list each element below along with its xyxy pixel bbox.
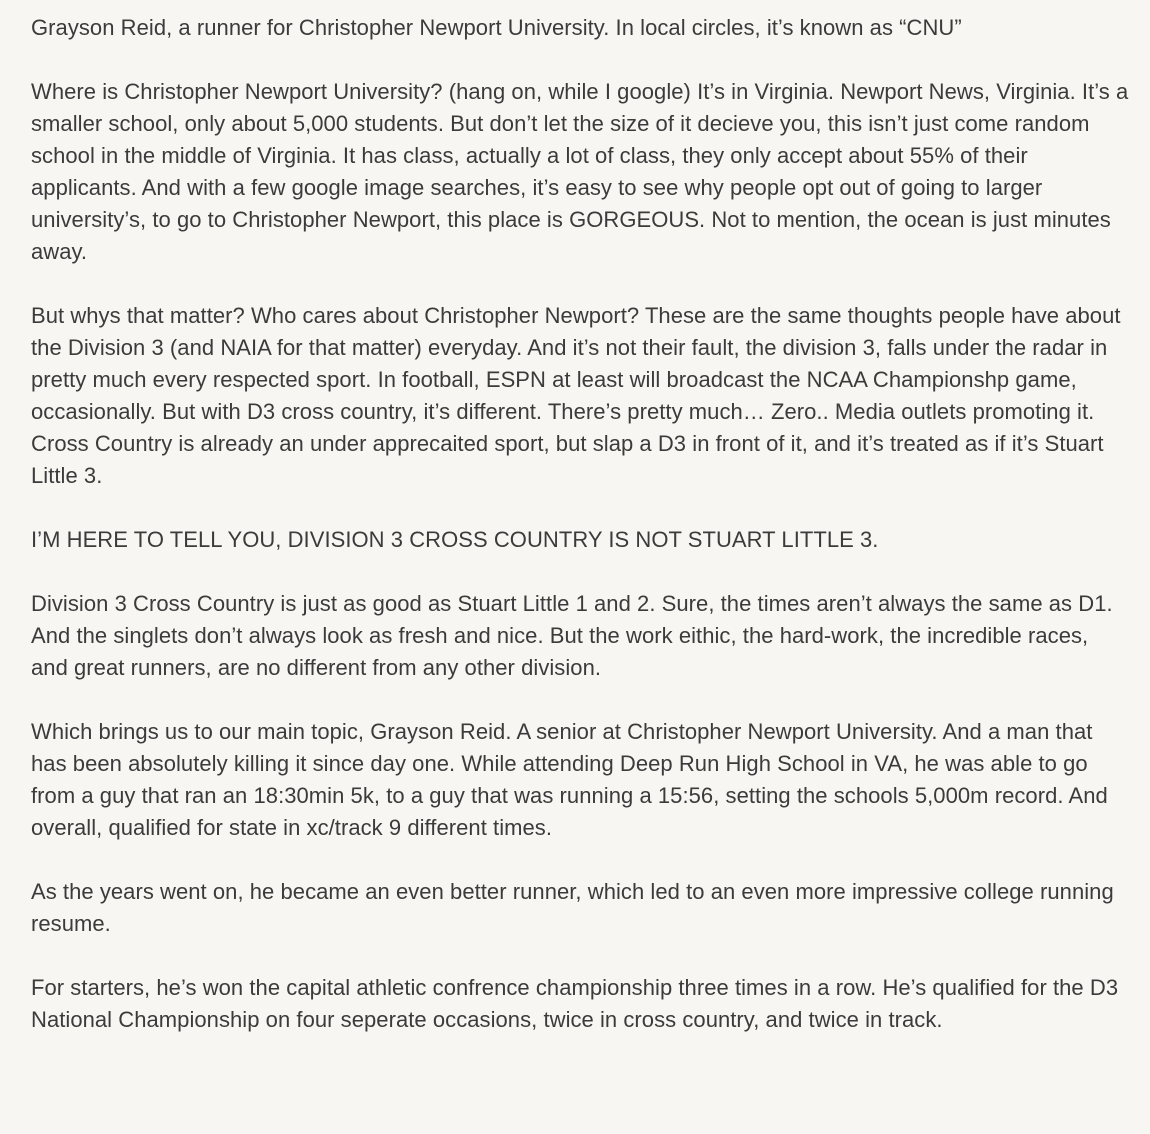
- paragraph-grayson-background: Which brings us to our main topic, Grayson Reid. A senior at Christopher Newport University. And a man that has been absolutely killing it since day one. While attending Deep Run High School in VA, he was able to go from a guy that ran an 18:30min 5k, to a guy that was running a 15:56, setting the schools 5,000m record. And overall, qualified for state in xc/track 9 different times.: [31, 719, 1108, 840]
- paragraph-university-location: Where is Christopher Newport University? (hang on, while I google) It’s in Virginia. Newport News, Virginia. It’s a smaller school, only about 5,000 students. But don’t let the size of it decieve you, this isn’t just come random school in the middle of Virginia. It has class, actually a lot of class, they only accept about 55% of their applicants. And with a few google image searches, it’s easy to see why people opt out of going to larger university’s, to go to Christopher Newport, this place is GORGEOUS. Not to mention, the ocean is just minutes away.: [31, 79, 1129, 264]
- paragraph-intro: Grayson Reid, a runner for Christopher Newport University. In local circles, it’s known as “CNU”: [31, 15, 962, 40]
- paragraph-statement: I’M HERE TO TELL YOU, DIVISION 3 CROSS COUNTRY IS NOT STUART LITTLE 3.: [31, 527, 879, 552]
- paragraph-division-3-quality: Division 3 Cross Country is just as good as Stuart Little 1 and 2. Sure, the times aren’t always the same as D1. And the singlets don’t always look as fresh and nice. But the work eithic, the hard-work, the incredible races, and great runners, are no different from any other division.: [31, 591, 1113, 680]
- paragraph-college-progress: As the years went on, he became an even better runner, which led to an even more impressive college running resume.: [31, 879, 1114, 936]
- paragraph-division-3-context: But whys that matter? Who cares about Christopher Newport? These are the same thoughts people have about the Division 3 (and NAIA for that matter) everyday. And it’s not their fault, the division 3, falls under the radar in pretty much every respected sport. In football, ESPN at least will broadcast the NCAA Championshp game, occasionally. But with D3 cross country, it’s different. There’s pretty much… Zero.. Media outlets promoting it. Cross Country is already an under apprecaited sport, but slap a D3 in front of it, and it’s treated as if it’s Stuart Little 3.: [31, 303, 1121, 488]
- paragraph-achievements: For starters, he’s won the capital athletic confrence championship three times in a row. He’s qualified for the D3 National Championship on four seperate occasions, twice in cross country, and twice in track.: [31, 975, 1119, 1032]
